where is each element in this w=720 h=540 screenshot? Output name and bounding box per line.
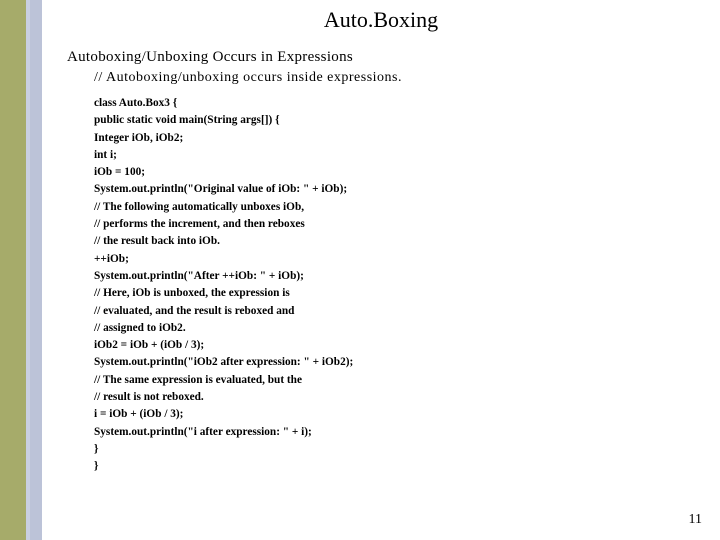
slide-subtitle: Autoboxing/Unboxing Occurs in Expressions <box>67 49 354 65</box>
code-line: iOb2 = iOb + (iOb / 3); <box>94 339 205 352</box>
code-line: iOb = 100; <box>94 166 146 179</box>
code-line: } <box>94 442 99 455</box>
code-line: System.out.println("i after expression: " + i); <box>94 425 312 438</box>
code-listing <box>94 95 353 476</box>
code-line: // result is not reboxed. <box>94 391 204 404</box>
code-line: System.out.println("Original value of iOb: " + iOb); <box>94 183 348 196</box>
code-line: // the result back into iOb. <box>94 235 220 248</box>
page-number: 11 <box>688 512 702 527</box>
code-line: System.out.println("iOb2 after expression: " + iOb2); <box>94 356 354 369</box>
code-line: // assigned to iOb2. <box>94 321 186 334</box>
code-line: // Here, iOb is unboxed, the expression is <box>94 287 290 300</box>
code-line: // evaluated, and the result is reboxed and <box>94 304 295 317</box>
intro-comment: // Autoboxing/unboxing occurs inside expressions. <box>94 70 402 85</box>
code-line: System.out.println("After ++iOb: " + iOb); <box>94 269 304 282</box>
left-decorative-bar <box>0 0 26 540</box>
code-line: // The same expression is evaluated, but the <box>94 373 302 386</box>
code-line: int i; <box>94 148 117 161</box>
left-decorative-highlight <box>26 0 30 540</box>
code-line: public static void main(String args[]) { <box>94 114 280 127</box>
code-line: class Auto.Box3 { <box>94 97 178 109</box>
code-line: Integer iOb, iOb2; <box>94 131 184 144</box>
code-line: // performs the increment, and then reboxes <box>94 218 305 231</box>
code-line: } <box>94 460 99 473</box>
slide-title: Auto.Boxing <box>323 7 439 32</box>
code-line: // The following automatically unboxes iOb, <box>94 200 305 213</box>
code-line: ++iOb; <box>94 252 129 265</box>
code-line: i = iOb + (iOb / 3); <box>94 408 184 421</box>
